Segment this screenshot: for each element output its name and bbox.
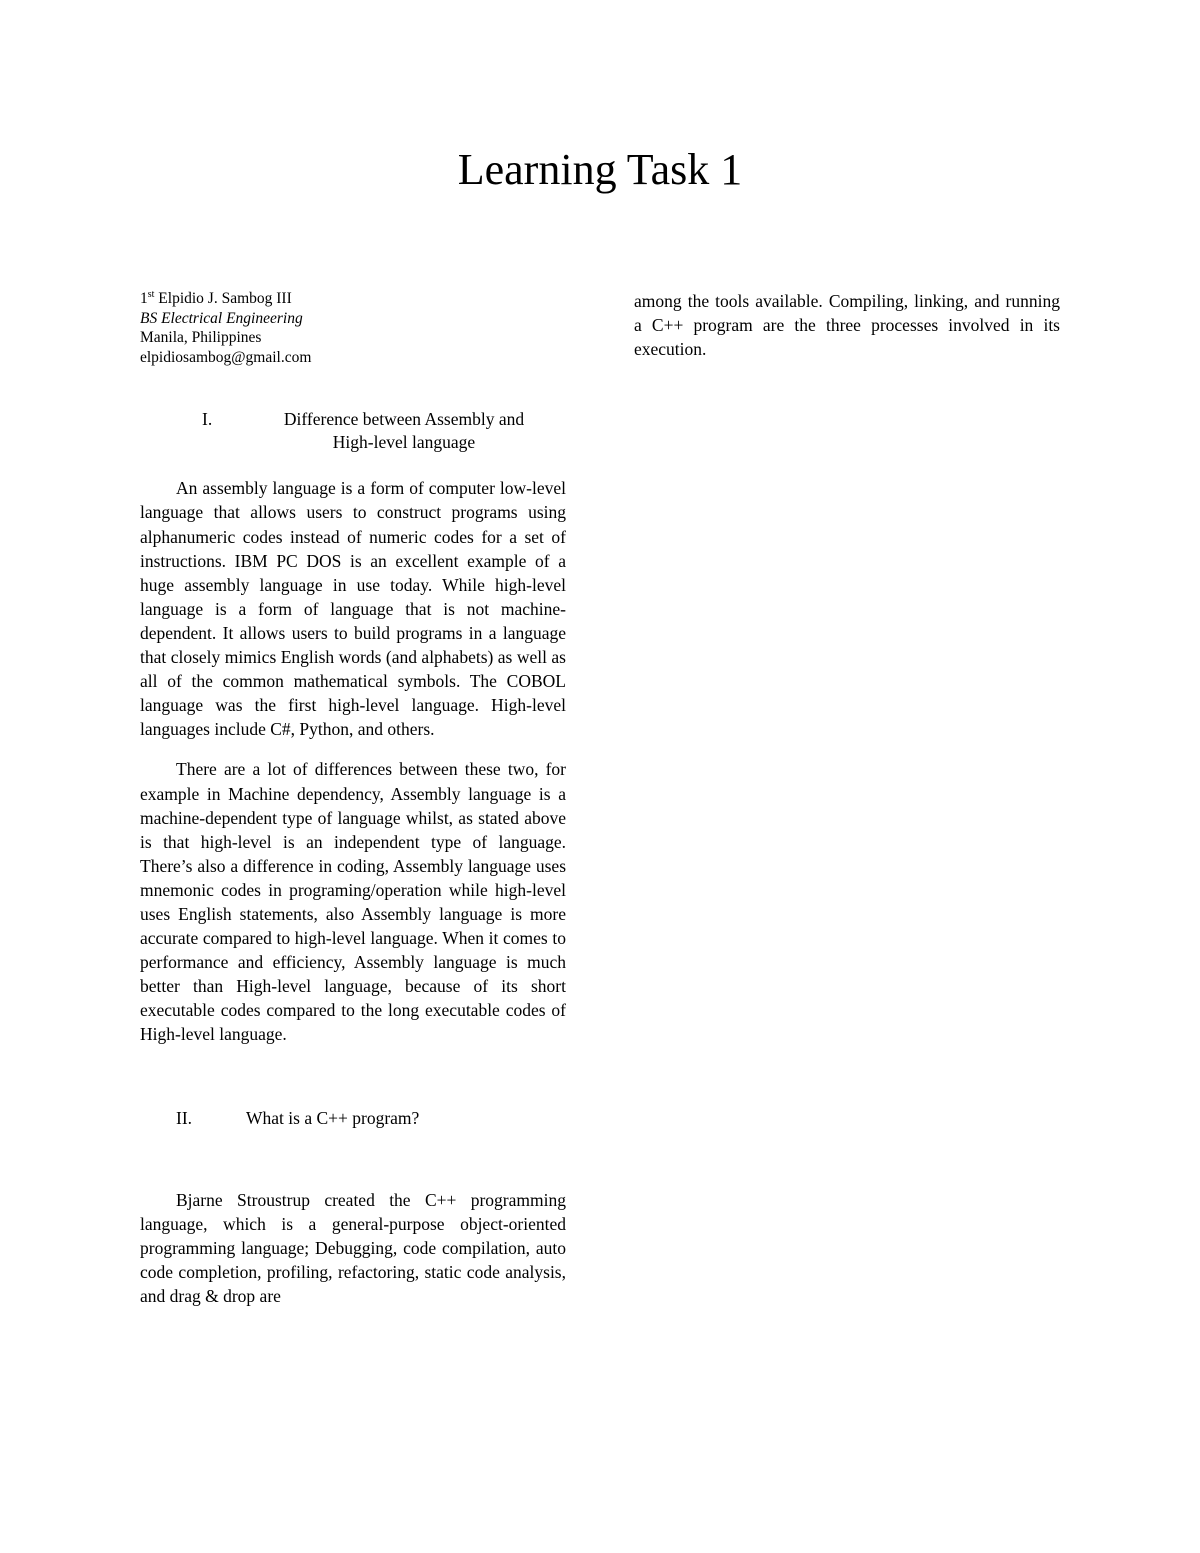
author-number: 1 bbox=[140, 290, 148, 307]
section-1-title: Difference between Assembly and High-level language bbox=[283, 409, 525, 453]
right-column bbox=[634, 289, 1060, 361]
page-title: Learning Task 1 bbox=[457, 145, 743, 194]
section-2-title: What is a C++ program? bbox=[246, 1107, 420, 1128]
section-2-number: II. bbox=[176, 1107, 193, 1128]
author-name-line bbox=[140, 289, 566, 309]
section-2-heading bbox=[140, 1107, 566, 1130]
author-location: Manila, Philippines bbox=[140, 329, 262, 347]
section-2-paragraph-1: Bjarne Stroustrup created the C++ programming language, which is a general-purpose object-oriented programming language; Debugging, code compilation, auto code completion, profiling, refactoring, static code analysis, and drag & drop are bbox=[140, 1189, 566, 1306]
section-1-number: I. bbox=[202, 409, 213, 430]
author-department: BS Electrical Engineering bbox=[140, 309, 303, 327]
author-block bbox=[140, 289, 566, 367]
left-column bbox=[140, 289, 566, 1308]
section-1-paragraph-2: There are a lot of differences between these two, for example in Machine dependency, Assembly language is a machine-dependent type of language whilst, as stated above is that high-level is an independent type of language. There’s also a difference in coding, Assembly language uses mnemonic codes in programing/operation while high-level uses English statements, also Assembly language is more accurate compared to high-level language. When it comes to performance and efficiency, Assembly language is much better than High-level language, because of its short executable codes compared to the long executable codes of High-level language. bbox=[140, 759, 566, 1045]
section-2-paragraph-1-continuation: among the tools available. Compiling, linking, and running a C++ program are the three processes involved in its execution. bbox=[634, 291, 1060, 360]
section-1-heading bbox=[140, 408, 566, 454]
author-number-superscript: st bbox=[147, 288, 155, 300]
author-email: elpidiosambog@gmail.com bbox=[140, 348, 312, 366]
author-name: Elpidio J. Sambog III bbox=[158, 290, 292, 307]
section-1-paragraph-1: An assembly language is a form of computer low-level language that allows users to construct programs using alphanumeric codes instead of numeric codes for a set of instructions. IBM PC DOS is an excellent example of a huge assembly language in use today. While high-level language is a form of language that is not machine-dependent. It allows users to build programs in a language that closely mimics English words (and alphabets) as well as all of the common mathematical symbols. The COBOL language was the first high-level language. High-level languages include C#, Python, and others. bbox=[140, 478, 566, 740]
